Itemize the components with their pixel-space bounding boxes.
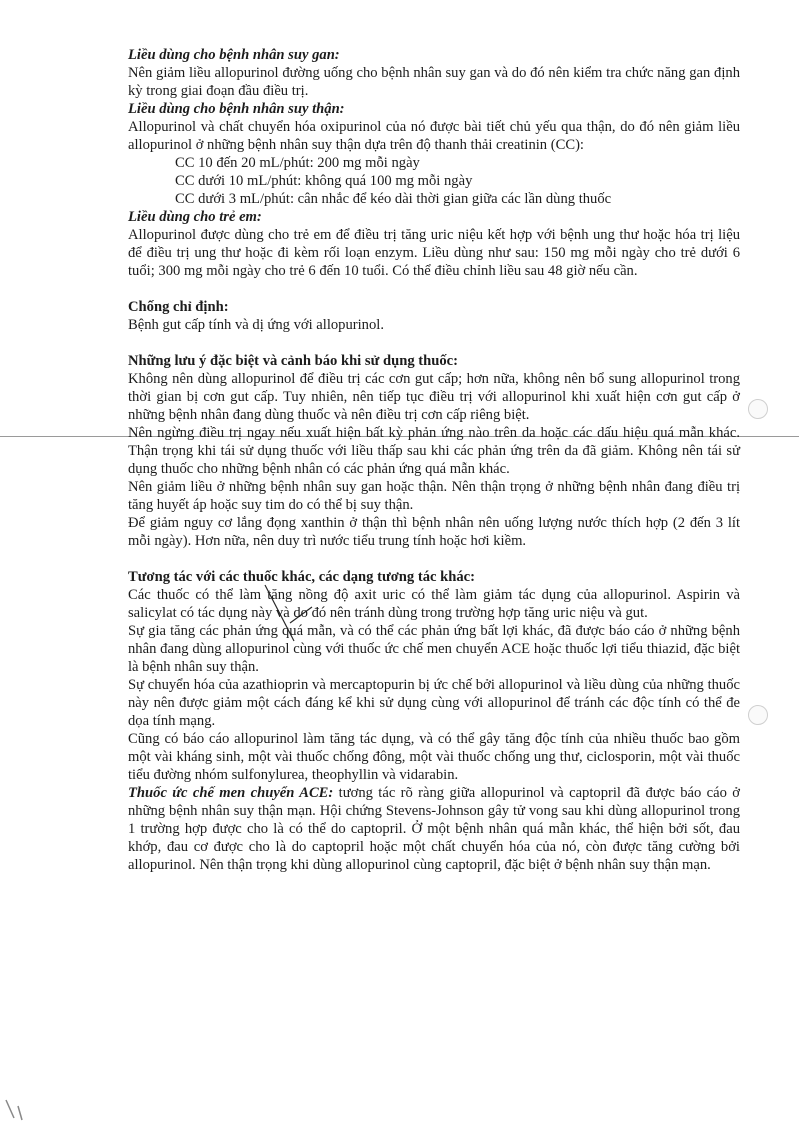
document-page (128, 46, 740, 874)
interactions-paragraph: Các thuốc có thể làm tăng nồng độ axit uric có thể làm giảm tác dụng của allopurinol. Aspirin và salicylat có tác dụng này và do đó nên tránh dùng trong trường hợp tăng uric niệu và gut. (128, 587, 740, 621)
ace-interaction-label: Thuốc ức chế men chuyển ACE: (128, 785, 334, 801)
cc-item: CC dưới 10 mL/phút: không quá 100 mg mỗi ngày (175, 173, 473, 189)
interactions-paragraph: Sự gia tăng các phản ứng quá mẫn, và có thể các phản ứng bất lợi khác, đã được báo cáo ở những bệnh nhân đang dùng allopurinol cùng với thuốc ức chế men chuyển ACE hoặc thuốc lợi tiểu thiazid, đặc biệt là bệnh nhân suy thận. (128, 623, 740, 675)
warnings-title: Những lưu ý đặc biệt và cảnh báo khi sử dụng thuốc: (128, 353, 458, 369)
cc-item: CC dưới 3 mL/phút: cân nhắc để kéo dài thời gian giữa các lần dùng thuốc (175, 191, 612, 207)
renal-dose-title: Liều dùng cho bệnh nhân suy thận: (128, 101, 345, 117)
interactions-paragraph: Sự chuyển hóa của azathioprin và mercaptopurin bị ức chế bởi allopurinol và liều dùng của những thuốc này nên được giảm một cách đáng kể khi sử dụng cùng với allopurinol để tránh các độc tính có thể đe dọa tính mạng. (128, 677, 740, 729)
warnings-paragraph: Nên giảm liều ở những bệnh nhân suy gan hoặc thận. Nên thận trọng ở những bệnh nhân đang điều trị tăng huyết áp hoặc suy tim do có thể bị suy thận. (128, 479, 740, 513)
interactions-title: Tương tác với các thuốc khác, các dạng tương tác khác: (128, 569, 476, 585)
child-dose-title: Liều dùng cho trẻ em: (128, 209, 262, 225)
ace-interaction-text: tương tác rõ ràng giữa allopurinol và captopril đã được báo cáo ở những bệnh nhân suy thận mạn. Hội chứng Stevens-Johnson gây tử vong sau khi dùng allopurinol trong 1 trường hợp được cho là có thể do captopril. Ở một bệnh nhân quá mẫn khác, thể hiện bởi sốt, đau khớp, đau cơ được cho là do captopril hoặc một chất chuyển hóa của nó, còn được tăng cường bởi allopurinol. Nên thận trọng khi dùng allopurinol cùng captopril, đặc biệt ở bệnh nhân suy thận mạn. (128, 785, 740, 873)
cc-item: CC 10 đến 20 mL/phút: 200 mg mỗi ngày (175, 155, 420, 171)
interactions-paragraph: Cũng có báo cáo allopurinol làm tăng tác dụng, và có thể gây tăng độc tính của nhiều thuốc bao gồm một vài kháng sinh, một vài thuốc chống đông, một vài thuốc chống ung thư, ciclosporin, một vài thuốc tiểu đường nhóm sulfonylurea, theophyllin và vidarabin. (128, 731, 740, 783)
contraindication-title: Chống chỉ định: (128, 299, 229, 315)
renal-dose-text: Allopurinol và chất chuyển hóa oxipurinol của nó được bài tiết chủ yếu qua thận, do đó nên giảm liều allopurinol ở những bệnh nhân suy thận dựa trên độ thanh thải creatinin (CC): (128, 119, 740, 153)
child-dose-text: Allopurinol được dùng cho trẻ em để điều trị tăng uric niệu kết hợp với bệnh ung thư hoặc hóa trị liệu để điều trị ung thư hoặc đi kèm rối loạn enzym. Liều dùng như sau: 150 mg mỗi ngày cho trẻ dưới 6 tuổi; 300 mg mỗi ngày cho trẻ 6 đến 10 tuổi. Có thể điều chỉnh liều sau 48 giờ nếu cần. (128, 227, 740, 279)
warnings-paragraph: Để giảm nguy cơ lắng đọng xanthin ở thận thì bệnh nhân nên uống lượng nước thích hợp (2 đến 3 lít mỗi ngày). Hơn nữa, nên duy trì nước tiểu trung tính hoặc hơi kiềm. (128, 515, 740, 549)
hepatic-dose-text: Nên giảm liều allopurinol đường uống cho bệnh nhân suy gan và do đó nên kiểm tra chức năng gan định kỳ trong giai đoạn đầu điều trị. (128, 65, 740, 99)
warnings-paragraph: Không nên dùng allopurinol để điều trị các cơn gut cấp; hơn nữa, không nên bổ sung allopurinol trong thời gian bị cơn gut cấp. Tuy nhiên, nên tiếp tục điều trị với allopurinol khi xuất hiện cơn gut cấp ở những bệnh nhân đang dùng thuốc và nên điều trị cơn cấp riêng biệt. (128, 371, 740, 423)
hepatic-dose-title: Liều dùng cho bệnh nhân suy gan: (128, 47, 340, 63)
punch-hole (748, 705, 768, 725)
warnings-paragraph: Nên ngừng điều trị ngay nếu xuất hiện bất kỳ phản ứng nào trên da hoặc các dấu hiệu quá mẫn khác. Thận trọng khi tái sử dụng thuốc với liều thấp sau khi các phản ứng trên da đã giảm. Không nên tái sử dụng thuốc cho những bệnh nhân có các phản ứng quá mẫn khác. (128, 425, 740, 477)
contraindication-text: Bệnh gut cấp tính và dị ứng với allopurinol. (128, 317, 384, 333)
punch-hole (748, 399, 768, 419)
corner-mark (4, 1098, 34, 1122)
ace-interaction-paragraph (128, 784, 740, 874)
